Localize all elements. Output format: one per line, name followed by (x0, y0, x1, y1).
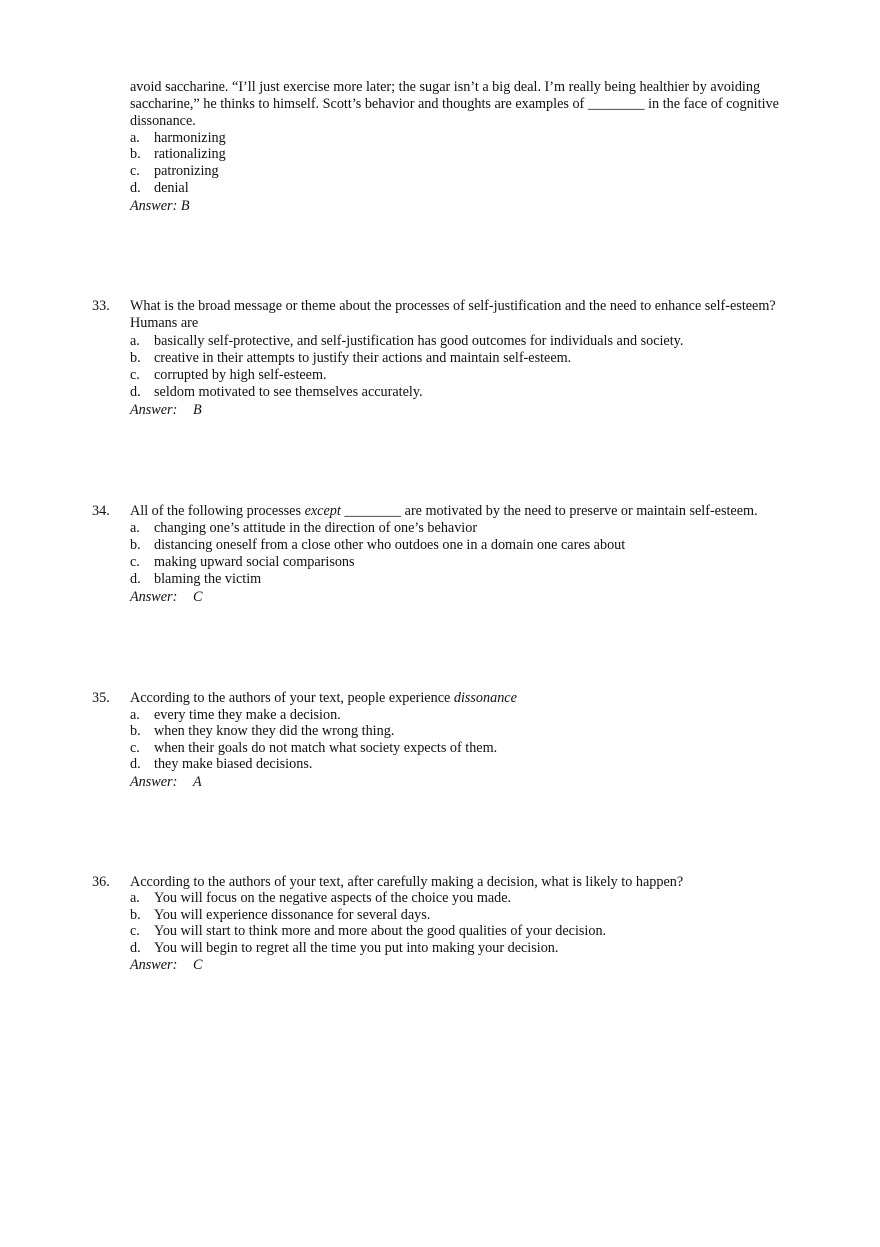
option-letter: c. (130, 163, 140, 179)
option-letter: d. (130, 756, 141, 772)
question-stem-line: Humans are (130, 315, 199, 331)
option-letter: d. (130, 571, 141, 587)
option-text: denial (154, 180, 189, 196)
option-text: basically self-protective, and self-justification has good outcomes for individuals and society. (154, 333, 684, 349)
option-letter: b. (130, 146, 141, 162)
question-stem (130, 690, 517, 707)
option-letter: b. (130, 907, 141, 923)
option-text: creative in their attempts to justify their actions and maintain self-esteem. (154, 350, 572, 366)
answer-value: A (193, 774, 202, 790)
option-text: harmonizing (154, 130, 226, 146)
option-text: You will start to think more and more about the good qualities of your decision. (154, 923, 607, 939)
answer-value: B (193, 402, 202, 418)
option-text: blaming the victim (154, 571, 262, 587)
question-stem-line: What is the broad message or theme about the processes of self-justification and the need to enhance self-esteem? (130, 298, 776, 314)
question-stem: According to the authors of your text, after carefully making a decision, what is likely to happen? (130, 874, 684, 890)
answer-value: C (193, 589, 203, 605)
option-text: when their goals do not match what society expects of them. (154, 740, 498, 756)
option-letter: a. (130, 890, 140, 906)
stem-prefix: All of the following processes (130, 503, 305, 519)
option-letter: c. (130, 923, 140, 939)
option-letter: a. (130, 130, 140, 146)
stem-prefix: According to the authors of your text, people experience (130, 690, 454, 706)
answer-value: C (193, 957, 203, 973)
option-letter: a. (130, 333, 140, 349)
option-letter: d. (130, 384, 141, 400)
option-letter: a. (130, 707, 140, 723)
stem-emphasis: except (304, 503, 341, 519)
option-letter: c. (130, 367, 140, 383)
option-text: patronizing (154, 163, 219, 179)
option-letter: d. (130, 940, 141, 956)
option-letter: d. (130, 180, 141, 196)
option-text: distancing oneself from a close other who outdoes one in a domain one cares about (154, 537, 626, 553)
option-text: making upward social comparisons (154, 554, 355, 570)
option-text: You will begin to regret all the time you put into making your decision. (154, 940, 559, 956)
option-text: when they know they did the wrong thing. (154, 723, 395, 739)
option-text: rationalizing (154, 146, 226, 162)
option-letter: a. (130, 520, 140, 536)
option-text: You will experience dissonance for several days. (154, 907, 431, 923)
question-stem-line: avoid saccharine. “I’ll just exercise more later; the sugar isn’t a big deal. I’m really being healthier by avoiding (130, 79, 761, 95)
option-text: every time they make a decision. (154, 707, 341, 723)
option-text: they make biased decisions. (154, 756, 313, 772)
question-number: 35. (92, 690, 110, 706)
option-text: You will focus on the negative aspects of the choice you made. (154, 890, 512, 906)
question-stem-line: saccharine,” he thinks to himself. Scott’s behavior and thoughts are examples of ________ in the face of cognitive (130, 96, 779, 112)
question-number: 36. (92, 874, 110, 890)
option-text: seldom motivated to see themselves accurately. (154, 384, 423, 400)
option-letter: c. (130, 740, 140, 756)
option-text: corrupted by high self-esteem. (154, 367, 327, 383)
option-letter: c. (130, 554, 140, 570)
question-number: 34. (92, 503, 110, 519)
answer-label: Answer: (130, 589, 178, 605)
option-letter: b. (130, 537, 141, 553)
answer-label: Answer: (130, 402, 178, 418)
question-stem-line: dissonance. (130, 113, 196, 129)
option-text: changing one’s attitude in the direction of one’s behavior (154, 520, 478, 536)
question-stem (130, 503, 758, 520)
option-letter: b. (130, 723, 141, 739)
stem-suffix: ________ are motivated by the need to preserve or maintain self-esteem. (340, 503, 758, 519)
answer-label: Answer: (130, 957, 178, 973)
question-number: 33. (92, 298, 110, 314)
stem-emphasis: dissonance (453, 690, 517, 706)
answer-label: Answer: (130, 774, 178, 790)
option-letter: b. (130, 350, 141, 366)
answer-key: Answer: B (130, 198, 190, 214)
